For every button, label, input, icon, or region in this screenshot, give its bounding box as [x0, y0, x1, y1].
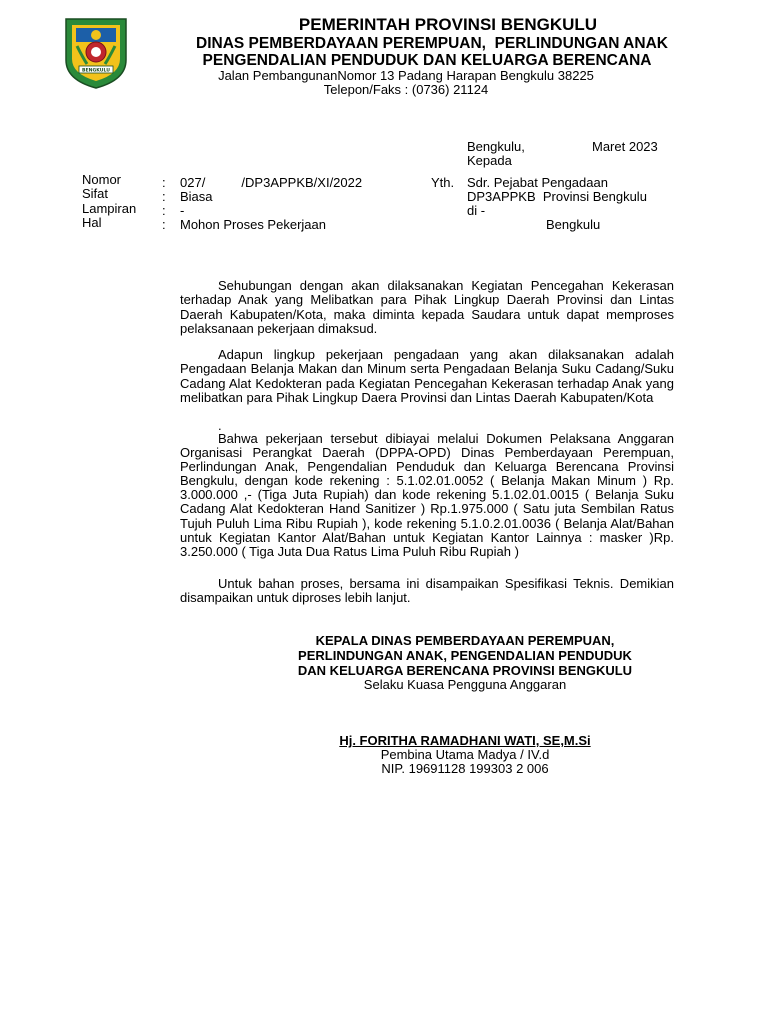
signature-subtitle: Selaku Kuasa Pengguna Anggaran — [363, 677, 567, 692]
body-paragraph-3: Bahwa pekerjaan tersebut dibiayai melalui Dokumen Pelaksana Anggaran Organisasi Perangkat Daerah (DPPA-OPD) Dinas Pemberdayaan Perempuan, Perlindungan Anak, Pengendalian Penduduk dan Keluarga Berencana Provinsi Bengkulu, dengan kode rekening : 5.1.02.01.0052 ( Belanja Makan Minum ) Rp. 3.000.000 ,- (Tiga Juta Rupiah) dan kode rekening 5.1.02.01.0015 ( Belanja Suku Cadang Alat Kedokteran Hand Sanitizer ) Rp.1.975.000 ( Satu juta Sembilan Ratus Tujuh Puluh Lima Ribu Rupiah ), kode rekening 5.1.0.2.01.0036 ( Belanja Alat/Bahan untuk Kegiatan Kantor Alat/Bahan untuk Kegiatan Kantor Lainnya : masker )Rp. 3.250.000 ( Tiga Juta Dua Ratus Lima Puluh Ribu Rupiah ) — [180, 431, 674, 559]
meta-label-nomor: Nomor — [82, 172, 122, 187]
body-paragraph-1: Sehubungan dengan akan dilaksanakan Kegiatan Pencegahan Kekerasan terhadap Anak yang Melibatkan para Pihak Lingkup Daerah Provinsi dan Lintas Daerah Kabupaten/Kota, maka diminta kepada Saudara untuk dapat memproses pelaksanaan pekerjaan dimaksud. — [180, 278, 674, 337]
meta-colon: : — [162, 203, 166, 218]
signature-title-line3: DAN KELUARGA BERENCANA PROVINSI BENGKULU — [297, 663, 633, 678]
addressee-yth: Yth. — [431, 175, 455, 190]
kepada-label: Kepada — [467, 153, 512, 168]
body-paragraph-4: Untuk bahan proses, bersama ini disampaikan Spesifikasi Teknis. Demikian disampaikan untuk diproses lebih lanjut. — [180, 576, 674, 606]
meta-value-hal: Mohon Proses Pekerjaan — [180, 217, 326, 232]
letterhead-agency-line2: PENGENDALIAN PENDUDUK DAN KELUARGA BERENCANA — [202, 52, 652, 69]
meta-label-lampiran: Lampiran — [82, 201, 137, 216]
meta-label-sifat: Sifat — [82, 186, 109, 201]
meta-value-nomor: 027/ /DP3APPKB/XI/2022 — [180, 175, 363, 190]
addressee-line3: di - — [467, 203, 486, 218]
letterhead-address: Jalan PembangunanNomor 13 Padang Harapan Bengkulu 38225 — [218, 68, 594, 83]
body-dot: . — [218, 418, 222, 433]
bengkulu-emblem-icon — [63, 16, 129, 90]
addressee-line2: DP3APPKB Provinsi Bengkulu — [467, 189, 647, 204]
signature-title — [250, 633, 680, 678]
addressee-city: Bengkulu — [546, 217, 601, 232]
meta-colon: : — [162, 189, 166, 204]
meta-value-lampiran: - — [180, 203, 185, 218]
signature-title-line2: PERLINDUNGAN ANAK, PENGENDALIAN PENDUDUK — [298, 648, 632, 663]
meta-value-sifat: Biasa — [180, 189, 213, 204]
letterhead-phone: Telepon/Faks : (0736) 21124 — [323, 82, 489, 97]
signatory-nip: NIP. 19691128 199303 2 006 — [381, 761, 549, 776]
date-month-year: Maret 2023 — [592, 139, 658, 154]
date-city: Bengkulu, — [467, 139, 525, 154]
meta-colon: : — [162, 217, 166, 232]
body-paragraph-2: Adapun lingkup pekerjaan pengadaan yang akan dilaksanakan adalah Pengadaan Belanja Makan dan Minum serta Pengadaan Belanja Suku Cadang/Suku Cadang Alat Kedokteran pada Kegiatan Pencegahan Kekerasan terhadap Anak yang melibatkan para Pihak Lingkup Daera Provinsi dan Lintas Daerah Kabupaten/Kota — [180, 347, 674, 406]
signature-title-line1: KEPALA DINAS PEMBERDAYAAN PEREMPUAN, — [315, 633, 615, 648]
meta-label-hal: Hal — [82, 215, 102, 230]
letterhead-agency-line1: DINAS PEMBERDAYAAN PEREMPUAN, PERLINDUNGAN ANAK — [196, 35, 668, 52]
province-logo — [63, 16, 129, 90]
logo-ribbon-text: BENGKULU — [82, 68, 110, 74]
signatory-name: Hj. FORITHA RAMADHANI WATI, SE,M.Si — [339, 733, 591, 748]
addressee-line1: Sdr. Pejabat Pengadaan — [467, 175, 608, 190]
meta-colon: : — [162, 175, 166, 190]
signatory-rank: Pembina Utama Madya / IV.d — [380, 747, 550, 762]
letterhead-government: PEMERINTAH PROVINSI BENGKULU — [298, 15, 598, 34]
